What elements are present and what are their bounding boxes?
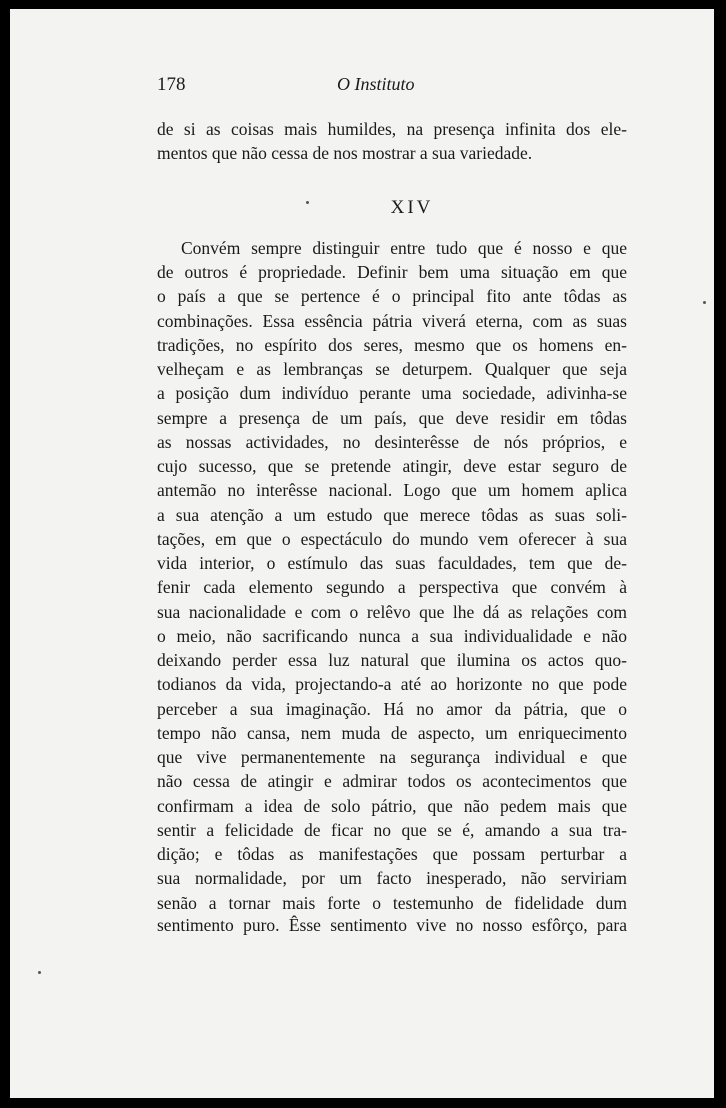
- paper-speck: [38, 971, 41, 974]
- section-heading: XIV: [390, 197, 434, 218]
- text-line: sentimento puro. Êsse sentimento vive no nosso esfôrço, para: [157, 915, 627, 935]
- text-line: sua normalidade, por um facto inesperado, não serviriam: [157, 868, 627, 888]
- text-line: antemão no interêsse nacional. Logo que um homem aplica: [157, 480, 627, 500]
- text-line: tradições, no espírito dos seres, mesmo que os homens en-: [157, 335, 627, 355]
- text-line: o meio, não sacrificando nunca a sua individualidade e não: [157, 626, 627, 646]
- text-line: combinações. Essa essência pátria viverá eterna, com as suas: [157, 311, 627, 331]
- text-line: o país a que se pertence é o principal fito ante tôdas as: [157, 286, 627, 306]
- text-line: velheçam e as lembranças se deturpem. Qualquer que seja: [157, 359, 627, 379]
- text-line: fenir cada elemento segundo a perspectiva que convém à: [157, 577, 627, 597]
- text-line: dição; e tôdas as manifestações que possam perturbar a: [157, 844, 627, 864]
- text-line: de outros é propriedade. Definir bem uma situação em que: [157, 262, 627, 282]
- text-line: sempre a presença de um país, que deve residir em tôdas: [157, 408, 627, 428]
- text-line: a sua atenção a um estudo que merece tôdas as suas soli-: [157, 505, 627, 525]
- text-line: cujo sucesso, que se pretende atingir, deve estar seguro de: [157, 456, 627, 476]
- text-line: Convém sempre distinguir entre tudo que é nosso e que: [181, 238, 627, 258]
- text-line: sua nacionalidade e com o relêvo que lhe dá as relações com: [157, 602, 627, 622]
- text-line: tempo não cansa, nem muda de aspecto, um enriquecimento: [157, 723, 627, 743]
- text-line: deixando perder essa luz natural que ilumina os actos quo-: [157, 650, 627, 670]
- text-line: que vive permanentemente na segurança individual e que: [157, 747, 627, 767]
- paper-speck: [703, 301, 706, 304]
- text-line: confirmam a idea de solo pátrio, que não pedem mais que: [157, 796, 627, 816]
- text-line: a posição dum indivíduo perante uma sociedade, adivinha-se: [157, 383, 627, 403]
- text-line: senão a tornar mais forte o testemunho de fidelidade dum: [157, 893, 627, 913]
- text-line: não cessa de atingir e admirar todos os acontecimentos que: [157, 771, 627, 791]
- text-line: de si as coisas mais humildes, na presença infinita dos ele-: [157, 119, 627, 139]
- text-line: mentos que não cessa de nos mostrar a sua variedade.: [157, 143, 533, 163]
- text-line: todianos da vida, projectando-a até ao horizonte no que pode: [157, 674, 627, 694]
- running-title: O Instituto: [337, 74, 415, 94]
- page-header: [157, 74, 627, 102]
- text-line: tações, em que o espectáculo do mundo vem oferecer à sua: [157, 529, 627, 549]
- page-number: 178: [157, 74, 186, 95]
- text-line: vida interior, o estímulo das suas faculdades, tem que de-: [157, 553, 627, 573]
- text-line: as nossas actividades, no desinterêsse de nós próprios, e: [157, 432, 627, 452]
- text-line: sentir a felicidade de ficar no que se é, amando a sua tra-: [157, 820, 627, 840]
- text-line: perceber a sua imaginação. Há no amor da pátria, que o: [157, 699, 627, 719]
